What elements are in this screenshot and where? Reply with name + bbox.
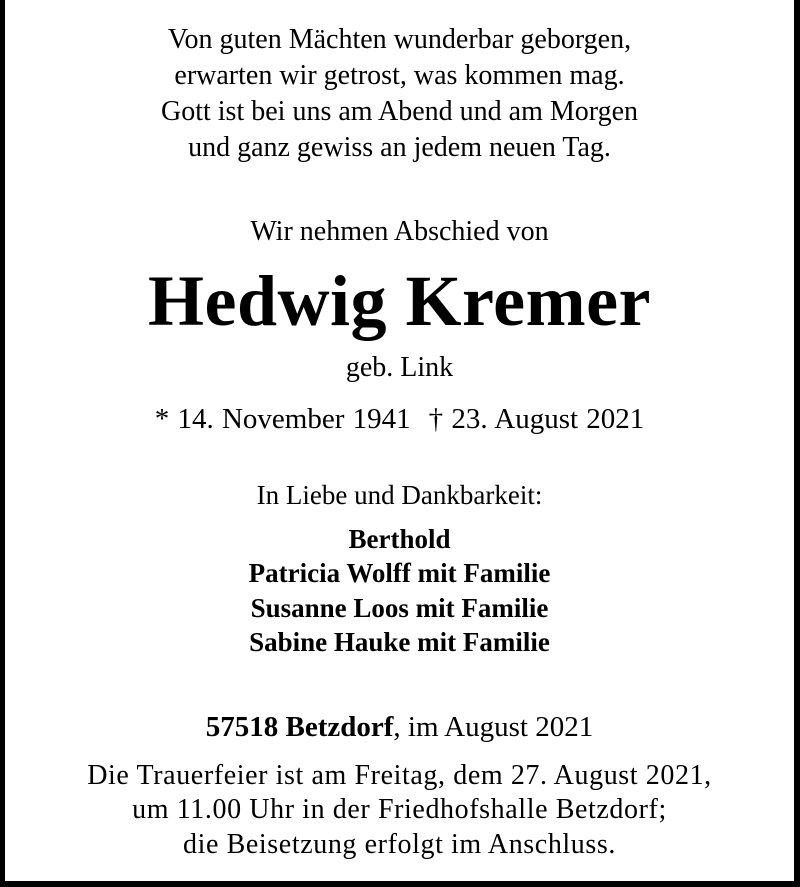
deceased-name: Hedwig Kremer xyxy=(147,261,651,341)
death-date: † 23. August 2021 xyxy=(428,403,645,435)
mourner-1: Berthold xyxy=(348,524,451,554)
poem-line-3: Gott ist bei uns am Abend und am Morgen xyxy=(161,96,638,127)
poem-line-4: und ganz gewiss an jedem neuen Tag. xyxy=(188,132,611,163)
birth-date: * 14. November 1941 xyxy=(154,403,411,435)
mourner-2: Patricia Wolff mit Familie xyxy=(248,558,551,588)
funeral-line-3: die Beisetzung erfolgt im Anschluss. xyxy=(183,829,616,860)
farewell-intro: Wir nehmen Abschied von xyxy=(250,216,549,247)
place: 57518 Betzdorf xyxy=(205,711,394,743)
life-dates xyxy=(5,403,794,436)
mourner-4: Sabine Hauke mit Familie xyxy=(249,627,550,657)
maiden-name: geb. Link xyxy=(345,352,454,383)
place-date: , im August 2021 xyxy=(393,711,594,743)
mourner-3: Susanne Loos mit Familie xyxy=(250,593,549,623)
place-and-date xyxy=(5,711,794,744)
poem-line-2: erwarten wir getrost, was kommen mag. xyxy=(174,60,625,91)
mourners-intro: In Liebe und Dankbarkeit: xyxy=(256,480,543,510)
funeral-line-2: um 11.00 Uhr in der Friedhofshalle Betzdorf; xyxy=(132,794,667,825)
funeral-line-1: Die Trauerfeier ist am Freitag, dem 27. August 2021, xyxy=(87,760,712,791)
poem-line-1: Von guten Mächten wunderbar geborgen, xyxy=(167,24,632,55)
